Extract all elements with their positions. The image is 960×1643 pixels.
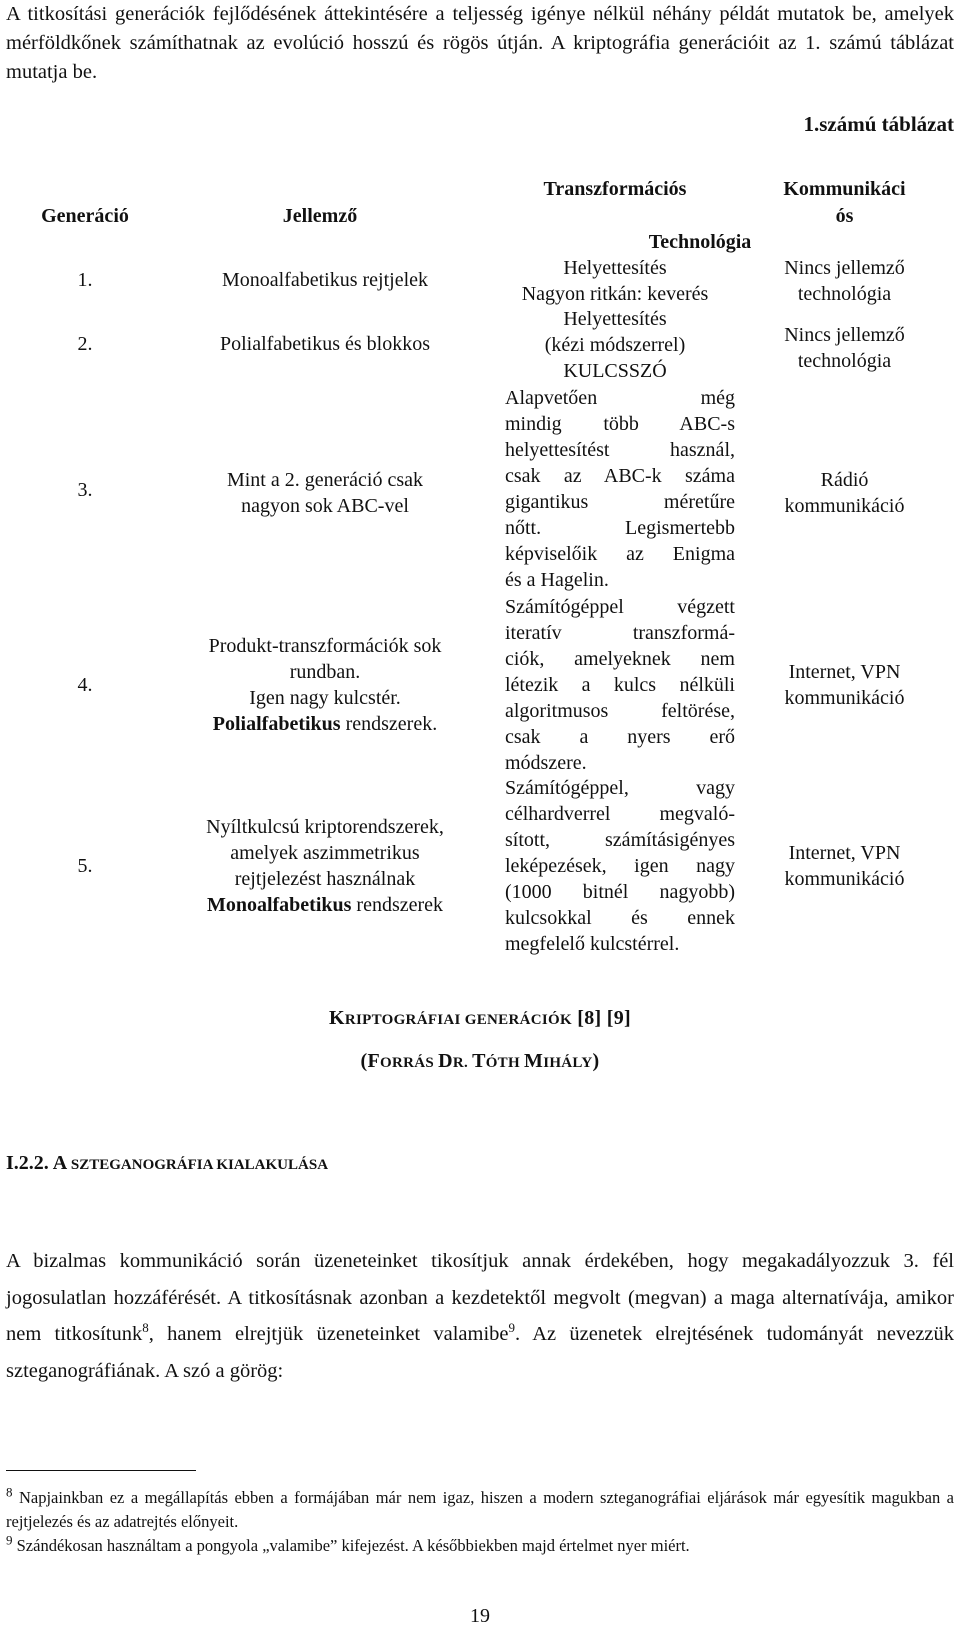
section-heading <box>6 1152 328 1175</box>
row1-transform-line: Helyettesítés <box>563 257 667 279</box>
row3-feature-line: nagyon sok ABC-vel <box>241 495 409 517</box>
footnote-ref-9: 9 <box>508 1320 515 1336</box>
row5-comm <box>742 840 947 892</box>
page-number: 19 <box>470 1605 490 1627</box>
caption-smallcaps: R. <box>452 1055 473 1071</box>
row3-feature <box>170 467 480 519</box>
footnote-mark: 9 <box>6 1532 13 1548</box>
row4-transform <box>505 594 735 776</box>
row1-comm <box>742 255 947 307</box>
row2-comm-line: technológia <box>797 350 892 372</box>
footnote-text: Napjainkban ez a megállapítás ebben a formájában már nem igaz, hiszen a modern szteganográfiai eljárások már egyesítik magukban a rejtjelezés és az adatrejtés előnyeit. <box>6 1488 954 1531</box>
row4-transform-line: algoritmusos feltörése, <box>505 700 735 722</box>
row3-transform-line: helyettesítést használ, <box>505 439 735 461</box>
row4-feature-line <box>170 711 480 737</box>
section-initial: A <box>52 1152 68 1174</box>
footnote-text: Szándékosan használtam a pongyola „valamibe” kifejezést. A későbbiekben majd értelmet nyer miért. <box>12 1536 690 1555</box>
row5-transform-line: kulcsokkal és ennek <box>505 907 735 929</box>
footnote-8 <box>6 1486 954 1534</box>
row2-transform-line: KULCSSZÓ <box>563 360 667 382</box>
row3-comm-line: Rádió <box>820 469 869 491</box>
header-technology: Technológia <box>648 231 752 253</box>
row4-transform-line: iteratív transzformá- <box>505 622 735 644</box>
row5-transform-line: célhardverrel megvaló- <box>505 803 735 825</box>
section-title-smallcaps: SZTEGANOGRÁFIA KIALAKULÁSA <box>67 1157 329 1173</box>
row4-feature-tail: rendszerek. <box>340 713 438 735</box>
footnote-ref-8: 8 <box>142 1320 149 1336</box>
row3-transform-line: csak az ABC-k száma <box>505 465 735 487</box>
table-caption-line2 <box>150 1050 810 1073</box>
row4-transform-line: csak a nyers erő <box>505 726 735 748</box>
caption-initial: T <box>472 1050 486 1072</box>
row2-feature: Polialfabetikus és blokkos <box>220 333 430 355</box>
row4-transform-line: létezik a kulcs nélküli <box>505 674 735 696</box>
caption-refs: [8] [9] <box>571 1007 631 1029</box>
row4-feature <box>170 633 480 737</box>
row4-feature-bold: Polialfabetikus <box>212 713 341 735</box>
row5-transform-line: (1000 bitnél nagyobb) <box>505 881 735 903</box>
row2-comm-line: Nincs jellemző <box>784 324 905 346</box>
row5-transform-line: Számítógéppel, vagy <box>505 777 735 799</box>
caption-paren: ( <box>360 1050 368 1072</box>
row5-generation: 5. <box>77 855 93 877</box>
table-label: 1.számú táblázat <box>803 112 954 136</box>
caption-initial: D <box>438 1050 453 1072</box>
row1-feature: Monoalfabetikus rejtjelek <box>221 269 429 291</box>
section-number: I.2.2. <box>6 1152 53 1174</box>
header-feature: Jellemző <box>282 205 358 227</box>
row3-transform <box>505 385 735 593</box>
caption-smallcaps: ÓTH <box>485 1055 524 1071</box>
row4-feature-line: Igen nagy kulcstér. <box>249 687 401 709</box>
footnote-mark: 8 <box>6 1484 13 1500</box>
row1-transform <box>490 255 740 307</box>
row4-comm <box>742 659 947 711</box>
header-transform: Transzformációs <box>543 178 687 200</box>
row3-transform-line: és a Hagelin. <box>505 569 609 591</box>
caption-initial: M <box>524 1050 544 1072</box>
row5-transform <box>505 775 735 957</box>
caption-paren: ) <box>592 1050 600 1072</box>
row1-comm-line: technológia <box>797 283 892 305</box>
body-text <box>6 1243 954 1389</box>
row4-comm-line: kommunikáció <box>784 687 905 709</box>
row5-transform-line: sított, számításigényes <box>505 829 735 851</box>
row3-transform-line: nőtt. Legismertebb <box>505 517 735 539</box>
row4-generation: 4. <box>77 674 93 696</box>
row3-generation: 3. <box>77 479 93 501</box>
row2-transform <box>490 306 740 384</box>
row3-comm-line: kommunikáció <box>784 495 905 517</box>
row4-feature-line: Produkt-transzformációk sok <box>208 635 442 657</box>
caption-smallcaps: IHÁLY <box>543 1055 593 1071</box>
row5-transform-line: leképezések, igen nagy <box>505 855 735 877</box>
row3-comm <box>742 467 947 519</box>
row5-comm-line: kommunikáció <box>784 868 905 890</box>
body-paragraph <box>6 1243 954 1389</box>
row3-feature-line: Mint a 2. generáció csak <box>226 469 424 491</box>
row5-feature-line <box>170 892 480 918</box>
row1-transform-line: Nagyon ritkán: keverés <box>521 283 709 305</box>
footnote-9 <box>6 1534 954 1558</box>
intro-text: A titkosítási generációk fejlődésének áttekintésére a teljesség igénye nélkül néhány példát mutatok be, amelyek mérföldkőnek számíthatnak az evolúció hosszú és rögös útján. A kriptográfia generációit az 1. számú táblázat mutatja be. <box>6 3 954 83</box>
footnote-separator <box>6 1470 196 1471</box>
row3-transform-line: mindig több ABC-s <box>505 413 735 435</box>
caption-initial: K <box>329 1007 345 1029</box>
row5-feature-line: Nyíltkulcsú kriptorendszerek, <box>206 816 444 838</box>
row4-comm-line: Internet, VPN <box>788 661 901 683</box>
row2-generation: 2. <box>77 333 93 355</box>
row5-transform-line: megfelelő kulcstérrel. <box>505 933 680 955</box>
row4-transform-line: Számítógéppel végzett <box>505 596 735 618</box>
row2-comm <box>742 322 947 374</box>
row1-comm-line: Nincs jellemző <box>784 257 905 279</box>
row4-transform-line: módszere. <box>505 752 587 774</box>
row4-feature-line: rundban. <box>289 661 361 683</box>
row5-feature-bold: Monoalfabetikus <box>206 894 352 916</box>
row2-transform-line: Helyettesítés <box>563 308 667 330</box>
row5-feature-tail: rendszerek <box>351 894 444 916</box>
row3-transform-line: gigantikus méretűre <box>505 491 735 513</box>
footnotes <box>6 1486 954 1558</box>
header-generation: Generáció <box>41 205 129 227</box>
header-comm-line2: ós <box>835 205 854 227</box>
row2-transform-line: (kézi módszerrel) <box>544 334 686 356</box>
row3-transform-line: Alapvetően még <box>505 387 735 409</box>
intro-paragraph <box>6 0 954 87</box>
row5-comm-line: Internet, VPN <box>788 842 901 864</box>
header-comm-line1: Kommunikáci <box>783 178 906 200</box>
row1-generation: 1. <box>77 269 93 291</box>
caption-initial: F <box>367 1050 381 1072</box>
row4-transform-line: ciók, amelyeknek nem <box>505 648 735 670</box>
table-caption-line1 <box>150 1007 810 1030</box>
caption-smallcaps: ORRÁS <box>380 1055 439 1071</box>
row3-transform-line: képviselőik az Enigma <box>505 543 735 565</box>
body-text-part: . Az üzenetek elrejtésének tudományát nevezzük szteganográfiának. A szó a görög: <box>6 1323 954 1382</box>
body-text-part: , hanem elrejtjük üzeneteinket valamibe <box>148 1323 509 1345</box>
row5-feature <box>170 814 480 918</box>
row5-feature-line: rejtjelezést használnak <box>234 868 416 890</box>
body-text-part: A bizalmas kommunikáció során üzeneteinket tikosítjuk annak érdekében, hogy megakadályozzuk 3. fél jogosulatlan hozzáférését. A titkosításnak azonban a kezdetektől megvolt (megvan) a maga alternatívája, amikor nem titkosítunk <box>6 1250 954 1345</box>
caption-smallcaps: RIPTOGRÁFIAI GENERÁCIÓK <box>344 1012 572 1028</box>
row5-feature-line: amelyek aszimmetrikus <box>230 842 420 864</box>
